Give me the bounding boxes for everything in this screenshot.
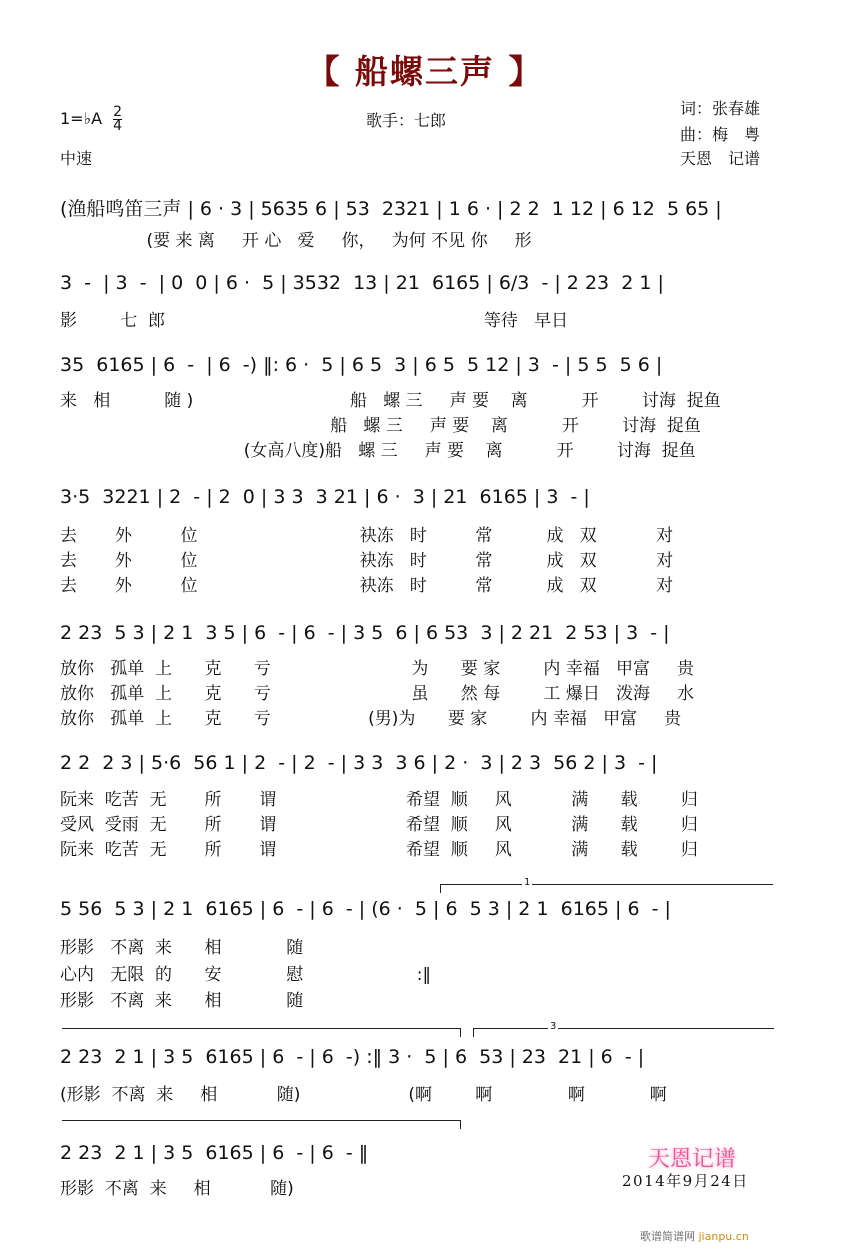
lyric-line-verse-1: 来 相 随 ) 船 螺 三 声 要 离 开 讨海 捉鱼 <box>60 391 721 411</box>
lyric-line-verse-2: 放你 孤单 上 克 亏 虽 然 每 工 爆日 泼海 水 <box>60 684 695 704</box>
lyric-line-verse-2: 受风 受雨 无 所 谓 希望 顺 风 满 载 归 <box>60 815 698 835</box>
volta-number: 3 <box>550 1021 557 1032</box>
tempo-marking: 中速 <box>60 149 93 168</box>
notation-line: 2 2 2 3 | 5·6 56 1 | 2 - | 2 - | 3 3 3 6 | 2 · 3 | 2 3 56 2 | 3 - | <box>60 752 658 774</box>
notation-line: 35 6165 | 6 - | 6 -) ‖: 6 · 5 | 6 5 3 | 6 5 5 12 | 3 - | 5 5 5 6 | <box>60 354 663 376</box>
song-title: 【 船螺三声 】 <box>306 52 544 91</box>
ending-bracket-2 <box>62 1028 461 1037</box>
lyric-line-verse-3: 放你 孤单 上 克 亏 (男)为 要 家 内 幸福 甲富 贵 <box>60 709 682 729</box>
first-ending-bracket <box>440 884 773 893</box>
lyric-line: (要 来 离 开 心 爱 你， 为何 不见 你 形 <box>60 231 532 251</box>
lyric-line-verse-2: 船 螺 三 声 要 离 开 讨海 捉鱼 <box>60 416 701 436</box>
lyric-line: 形影 不离 来 相 随) <box>60 1179 294 1199</box>
third-ending-bracket <box>473 1028 774 1037</box>
watermark-site-name: 歌谱简谱网 <box>640 1230 695 1243</box>
notation-line: 3·5 3221 | 2 - | 2 0 | 3 3 3 21 | 6 · 3 | 21 6165 | 3 - | <box>60 486 590 508</box>
transcriber-stamp: 天恩记谱 <box>648 1147 737 1172</box>
lyric-line-verse-1: 放你 孤单 上 克 亏 为 要 家 内 幸福 甲富 贵 <box>60 659 695 679</box>
watermark-url: jianpu.cn <box>698 1230 749 1243</box>
lyric-line-verse-3: 去 外 位 袂冻 时 常 成 双 对 <box>60 576 674 596</box>
notation-line: 2 23 2 1 | 3 5 6165 | 6 - | 6 - ‖ <box>60 1142 369 1164</box>
watermark <box>640 1228 749 1244</box>
lyric-line-verse-1: 去 外 位 袂冻 时 常 成 双 对 <box>60 526 674 546</box>
transcriber-credit: 天恩 记谱 <box>680 149 761 168</box>
lyric-line-verse-1: 阮来 吃苦 无 所 谓 希望 顺 风 满 载 归 <box>60 790 698 810</box>
coda-bracket <box>62 1120 461 1129</box>
notation-line: 5 56 5 3 | 2 1 6165 | 6 - | 6 - | (6 · 5 | 6 5 3 | 2 1 6165 | 6 - | <box>60 898 671 920</box>
lyric-line-verse-3: (女高八度)船 螺 三 声 要 离 开 讨海 捉鱼 <box>60 441 696 461</box>
lyric-line-verse-2: 去 外 位 袂冻 时 常 成 双 对 <box>60 551 674 571</box>
key-signature <box>60 106 122 133</box>
lyric-line-verse-2: 心内 无限 的 安 慰 :‖ <box>60 965 431 985</box>
lyric-line: 影 七 郎 等待 早日 <box>60 311 569 331</box>
lyric-line-verse-3: 形影 不离 来 相 随 <box>60 991 304 1011</box>
notation-line: (渔船鸣笛三声 | 6 · 3 | 5635 6 | 53 2321 | 1 6 · | 2 2 1 12 | 6 12 5 65 | <box>60 198 722 220</box>
notation-line: 2 23 5 3 | 2 1 3 5 | 6 - | 6 - | 3 5 6 | 6 53 3 | 2 21 2 53 | 3 - | <box>60 622 670 644</box>
lyric-line-verse-3: 阮来 吃苦 无 所 谓 希望 顺 风 满 载 归 <box>60 840 698 860</box>
transcription-date: 2014年9月24日 <box>622 1172 749 1190</box>
lyric-line: (形影 不离 来 相 随) (啊 啊 啊 啊 <box>60 1085 667 1105</box>
composer-credit: 曲：梅 粤 <box>680 125 761 144</box>
notation-line: 3 - | 3 - | 0 0 | 6 · 5 | 3532 13 | 21 6165 | 6/3 - | 2 23 2 1 | <box>60 272 664 294</box>
notation-line: 2 23 2 1 | 3 5 6165 | 6 - | 6 -) :‖ 3 · 5 | 6 53 | 23 21 | 6 - | <box>60 1046 645 1068</box>
lyric-line-verse-1: 形影 不离 来 相 随 <box>60 938 304 958</box>
key-label: 1=♭A <box>60 109 103 128</box>
singer-credit: 歌手：七郎 <box>366 111 447 130</box>
time-signature: $\frac{2}{4}$ <box>113 104 123 134</box>
lyricist-credit: 词：张春雄 <box>680 99 761 118</box>
volta-number: 1 <box>524 877 531 888</box>
